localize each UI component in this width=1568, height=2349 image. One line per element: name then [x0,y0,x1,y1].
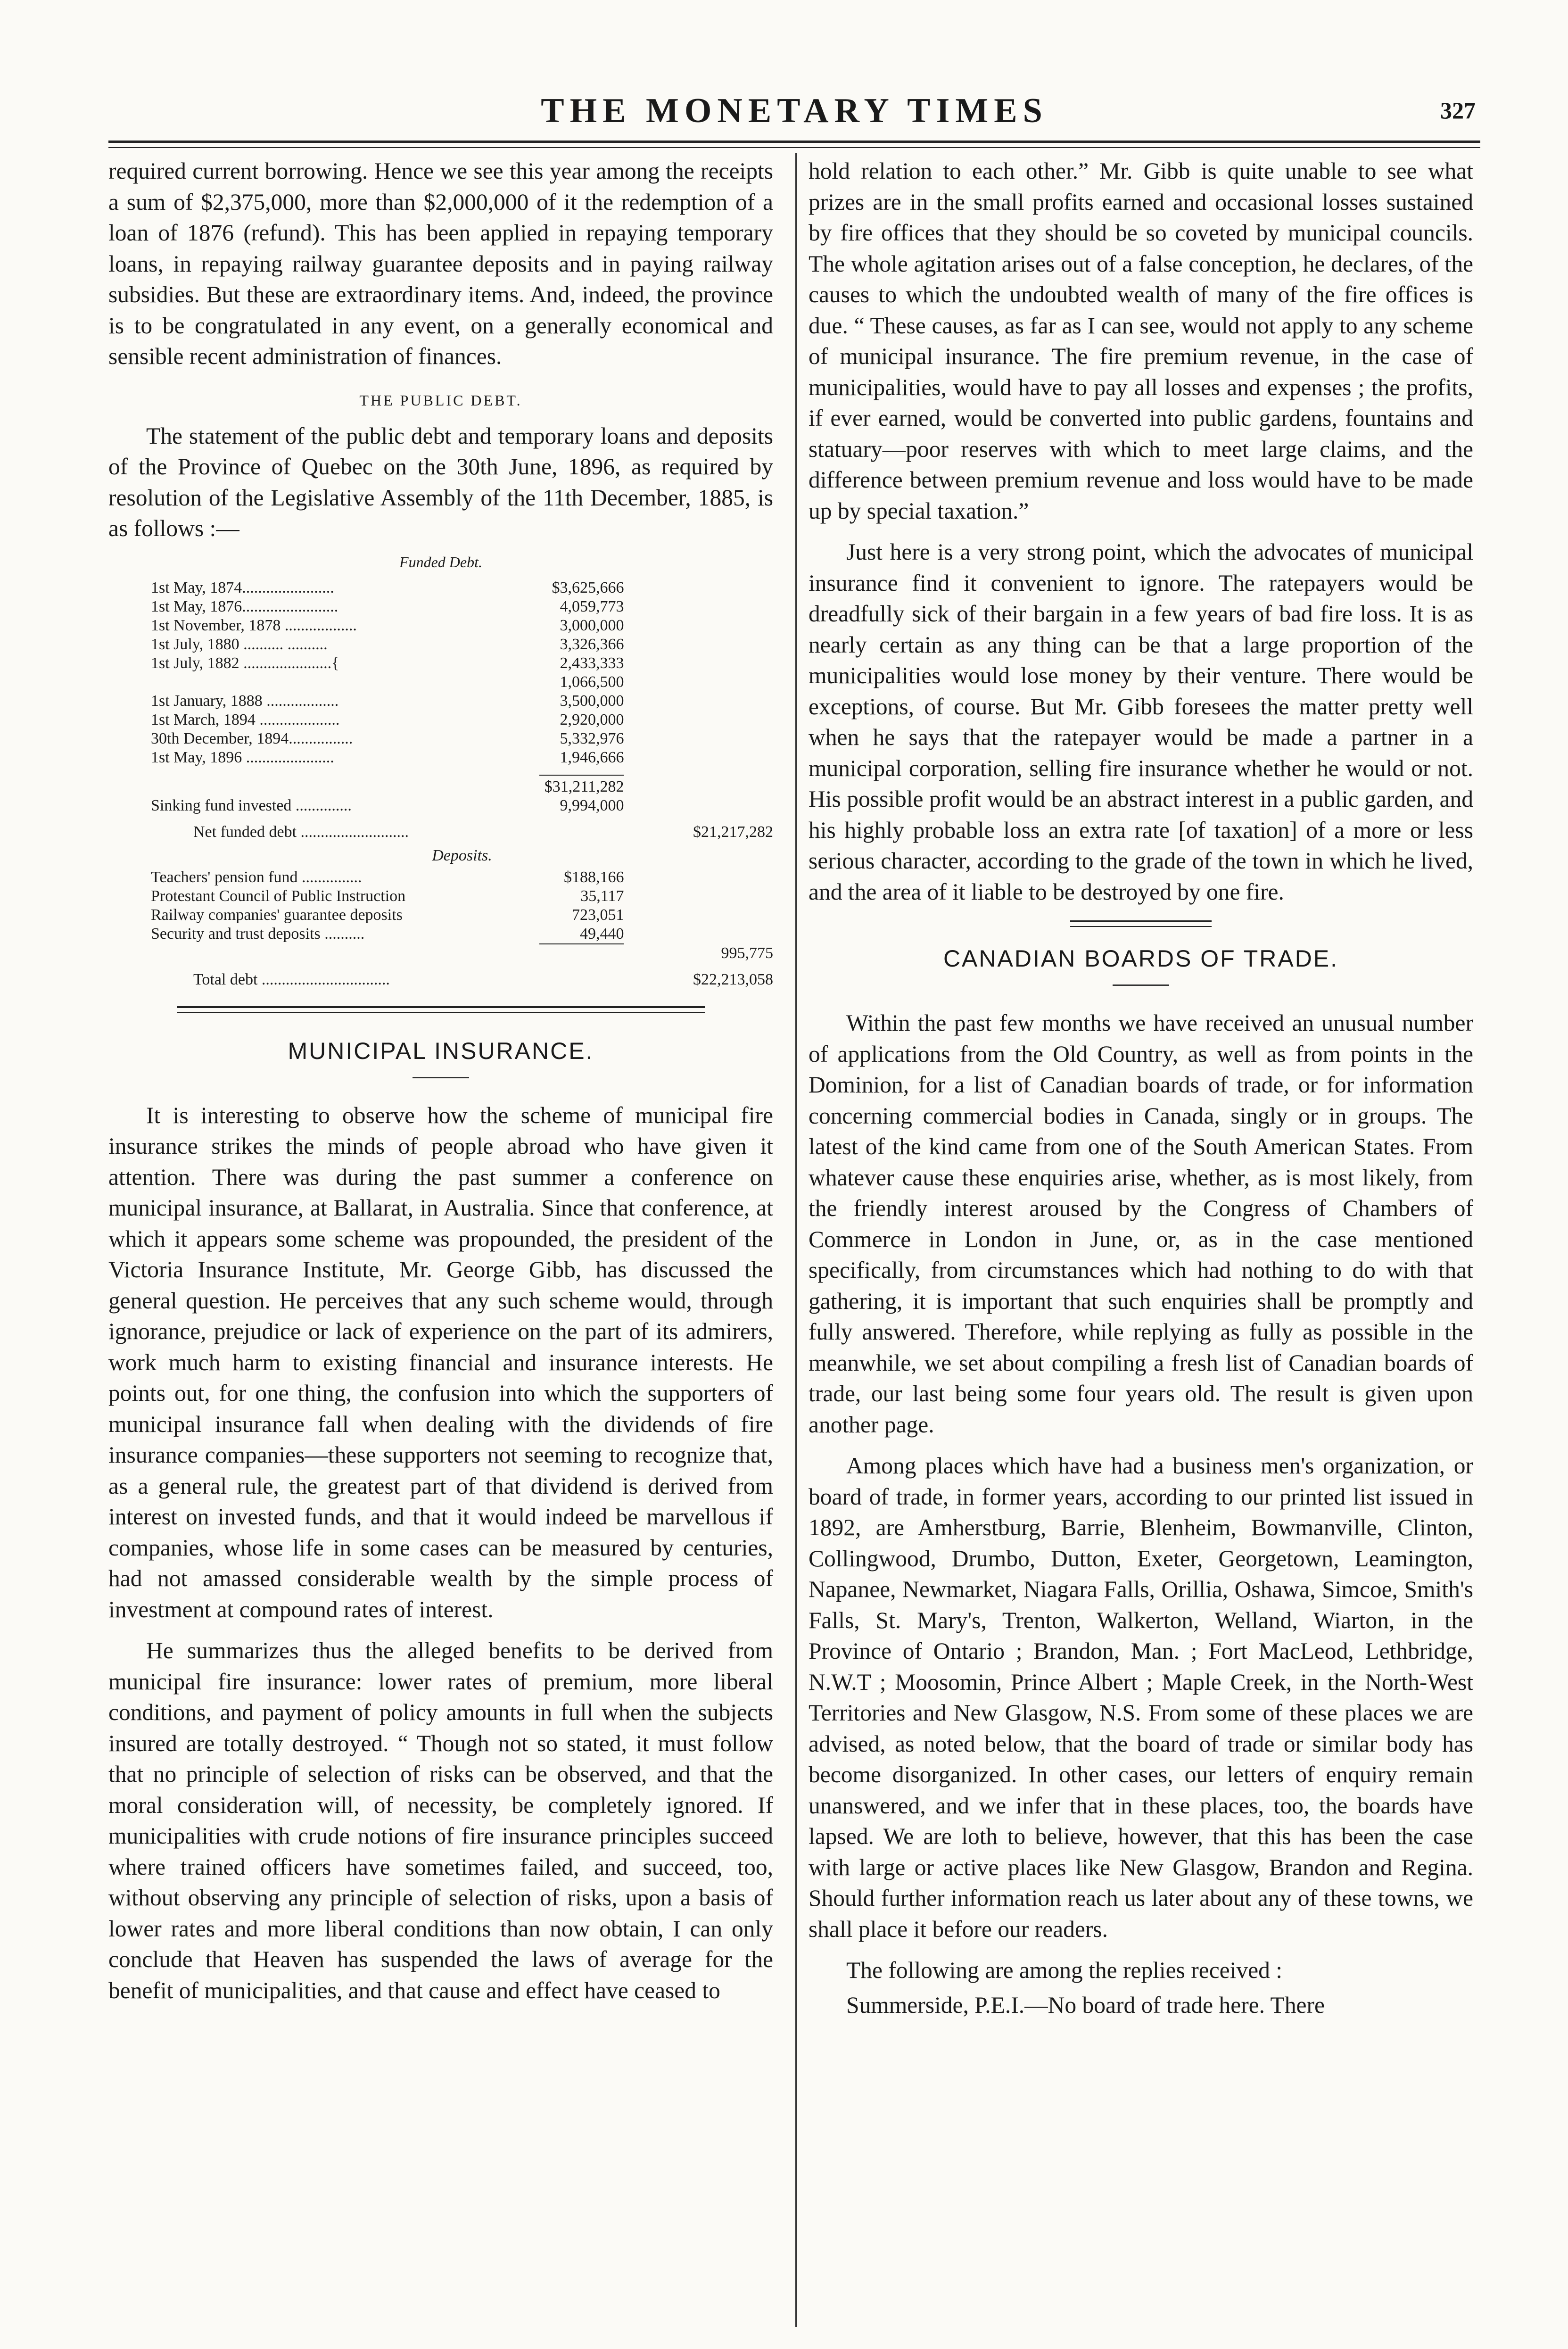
row-label: Total debt ................................ [193,970,390,988]
table-row [151,868,773,887]
article-paragraph: He summarizes thus the alleged benefits to be derived from municipal fire insurance: lower rates of premium, more liberal conditions, and payment of policy amounts in full when the subjects insured are totally destroyed. “ Though not so stated, it must follow that no principle of selection of risks can be observed, and that the moral consideration will, of necessity, be completely ignored. If municipalities with crude notions of fire insurance principles succeed where trained officers have sometimes failed, and succeed, too, without observing any principle of selection of risks, upon a basis of lower rates and more liberal conditions than now obtain, I can only conclude that Heaven has suspended the laws of average for the benefit of municipalities, and that cause and effect have ceased to [108,1638,773,2003]
right-column [809,156,1473,2020]
section-rule-thin [1070,926,1212,927]
row-label: 1st May, 1876........................ [151,597,338,615]
row-label: 1st March, 1894 .................... [151,711,340,728]
table-row [151,944,773,963]
row-label: Railway companies' guarantee deposits [151,906,403,924]
publication-title: THE MONETARY TIMES [541,91,1048,130]
total-debt: $22,213,058 [693,970,773,988]
row-amount: 1,066,500 [560,673,624,691]
row-amount: 2,920,000 [560,711,624,728]
table-row [151,616,773,635]
net-funded-debt: $21,217,282 [693,823,773,841]
masthead [108,90,1480,137]
table-row [151,579,773,597]
article-paragraph: Summerside, P.E.I.—No board of trade here. There [846,1992,1325,2018]
row-label: 1st July, 1882 ......................{ [151,654,339,672]
table-row [151,729,773,748]
table-row [151,635,773,654]
row-amount: 3,000,000 [560,616,624,634]
row-label: 30th December, 1894................ [151,729,353,747]
funded-debt-title: Funded Debt. [399,553,482,571]
public-debt-table [151,579,773,989]
row-amount: 3,326,366 [560,635,624,653]
header-rule [108,141,1480,143]
row-amount: 5,332,976 [560,729,624,747]
heading-canadian-boards-of-trade: CANADIAN BOARDS OF TRADE. [943,945,1339,972]
header-rule-thin [108,147,1480,148]
table-row [151,925,773,944]
funded-subtotal: $31,211,282 [539,775,624,796]
deposits-total: 995,775 [721,944,773,962]
row-label: Security and trust deposits .......... [151,925,365,943]
row-label: Protestant Council of Public Instruction [151,887,406,905]
table-row [151,654,773,673]
row-amount: 1,946,666 [560,748,624,766]
row-amount: 4,059,773 [560,597,624,615]
table-row [151,692,773,711]
row-label: Net funded debt ........................... [193,823,409,841]
row-amount: 9,994,000 [560,796,624,814]
row-label: 1st November, 1878 .................. [151,616,357,634]
row-amount: 49,440 [579,925,624,943]
row-label: Sinking fund invested .............. [151,796,352,814]
row-label [151,673,539,692]
section-rule-thin [177,1012,705,1013]
section-rule [177,1006,705,1008]
row-amount: 3,500,000 [560,692,624,710]
row-amount: 35,117 [580,887,624,905]
row-label: Teachers' pension fund ............... [151,868,362,886]
subheading-public-debt: THE PUBLIC DEBT. [359,391,522,409]
table-row [151,887,773,906]
heading-municipal-insurance: MUNICIPAL INSURANCE. [288,1037,594,1064]
row-label: 1st January, 1888 .................. [151,692,339,710]
row-amount: 2,433,333 [560,654,624,672]
table-row [151,711,773,729]
article-paragraph: It is interesting to observe how the scheme of municipal fire insurance strikes the minds of people abroad who have given it attention. There was during the past summer a conference on municipal insurance, at Ballarat, in Australia. Since that conference, at which it appears some scheme was propounded, the president of the Victoria Insurance Institute, Mr. George Gibb, has discussed the general question. He perceives that any such scheme would, through ignorance, prejudice or lack of experience on the part of its admirers, work much harm to existing financial and insurance interests. He points out, for one thing, the confusion into which the supporters of municipal insurance fall when dealing with the dividends of fire insurance companies—these supporters not seeming to recognize that, as a general rule, the greatest part of that dividend is derived from interest on invested funds, and that it would indeed be marvellous if companies, whose life in some cases can be measured by centuries, had not amassed considerable wealth by the simple process of investment at compound rates of interest. [108,1102,773,1622]
table-row [151,748,773,767]
row-label: 1st May, 1896 ...................... [151,748,334,766]
left-column [108,156,773,2006]
section-rule [1070,920,1212,922]
table-row [151,775,773,796]
table-row [151,673,773,692]
article-paragraph: required current borrowing. Hence we see this year among the receipts a sum of $2,375,000, more than $2,000,000 of it the redemption of a loan of 1876 (refund). This has been applied in repaying temporary loans, in repaying railway guarantee deposits and in paying railway subsidies. But these are extraordinary items. And, indeed, the province is to be congratulated in any event, on a generally economical and sensible recent administration of finances. [108,158,773,369]
row-amount: $188,166 [563,868,624,886]
deposits-title: Deposits. [432,846,492,864]
heading-rule [1113,984,1169,986]
table-row [151,906,773,925]
article-paragraph: hold relation to each other.” Mr. Gibb is quite unable to see what prizes are in the small profits earned and occasional losses sustained by fire offices that they should be so coveted by municipal councils. The whole agitation arises out of a false conception, he declares, of the causes to which the undoubted wealth of many of the fire offices is due. “ These causes, as far as I can see, would not apply to any scheme of municipal insurance. The fire premium revenue, in the case of municipalities, would have to pay all losses and expenses ; the profits, if ever earned, would be converted into public gardens, fountains and statuary—poor reserves with which to meet large claims, and the difference between premium revenue and loss would have to be made up by special taxation.” [809,158,1473,524]
table-row [151,796,773,815]
table-row [151,597,773,616]
page-number: 327 [1440,97,1476,124]
table-row [151,823,773,842]
article-paragraph: The statement of the public debt and temporary loans and deposits of the Province of Quebec on the 30th June, 1896, as required by resolution of the Legislative Assembly of the 11th December, 1885, is as follows :— [108,422,773,541]
article-paragraph: Just here is a very strong point, which the advocates of municipal insurance find it convenient to ignore. The ratepayers would be dreadfully sick of their bargain in a few years of bad fire loss. It is as nearly certain as any thing can be that a large proportion of the municipalities would lose money by their venture. There would be exceptions, of course. But Mr. Gibb foresees the matter pretty well when he says that the ratepayer would be made a partner in a municipal corporation, selling fire insurance whether he would or not. His possible profit would be an abstract interest in a public garden, and his highly probable loss an extra rate [of taxation] of a more or less serious character, according to the grade of the town in which he lived, and the area of it liable to be destroyed by one fire. [809,539,1473,905]
row-label: 1st May, 1874....................... [151,579,334,596]
article-paragraph: Within the past few months we have received an unusual number of applications from the Old Country, as well as from points in the Dominion, for a list of Canadian boards of trade, or for information concerning commercial bodies in Canada, singly or in groups. The latest of the kind came from one of the South American States. From whatever cause these enquiries arise, whether, as is most likely, from the friendly interest aroused by the Congress of Chambers of Commerce in London in June, or, as in the case mentioned specifically, from circumstances which had nothing to do with that gathering, it is important that such enquiries shall be promptly and fully answered. Therefore, while replying as fully as possible in the meanwhile, we set about compiling a fresh list of Canadian boards of trade, our last being some four years old. The result is given upon another page. [809,1010,1473,1438]
row-amount: 723,051 [571,906,624,924]
row-amount: $3,625,666 [552,579,624,596]
article-paragraph: Among places which have had a business men's organization, or board of trade, in former years, according to our printed list issued in 1892, are Amherstburg, Barrie, Blenheim, Bowmanville, Clinton, Collingwood, Drumbo, Dutton, Exeter, Georgetown, Leamington, Napanee, Newmarket, Niagara Falls, Orillia, Oshawa, Simcoe, Smith's Falls, St. Mary's, Trenton, Walkerton, Welland, Wiarton, in the Province of Ontario ; Brandon, Man. ; Fort MacLeod, Lethbridge, N.W.T ; Moosomin, Prince Albert ; Maple Creek, in the North-West Territories and New Glasgow, N.S. From some of these places we are advised, as noted below, that the board of trade or similar body has become disorganized. In other cases, our letters of enquiry remain unanswered, and we infer that in these places, too, the boards have lapsed. We are loth to believe, however, that this has been the case with large or active places like New Glasgow, Brandon and Regina. Should further information reach us later about any of these towns, we shall place it before our readers. [809,1453,1473,1942]
heading-rule [413,1077,469,1078]
article-paragraph: The following are among the replies received : [846,1957,1283,1983]
table-row [151,970,773,989]
column-divider [795,153,797,2327]
row-label: 1st July, 1880 .......... .......... [151,635,328,653]
